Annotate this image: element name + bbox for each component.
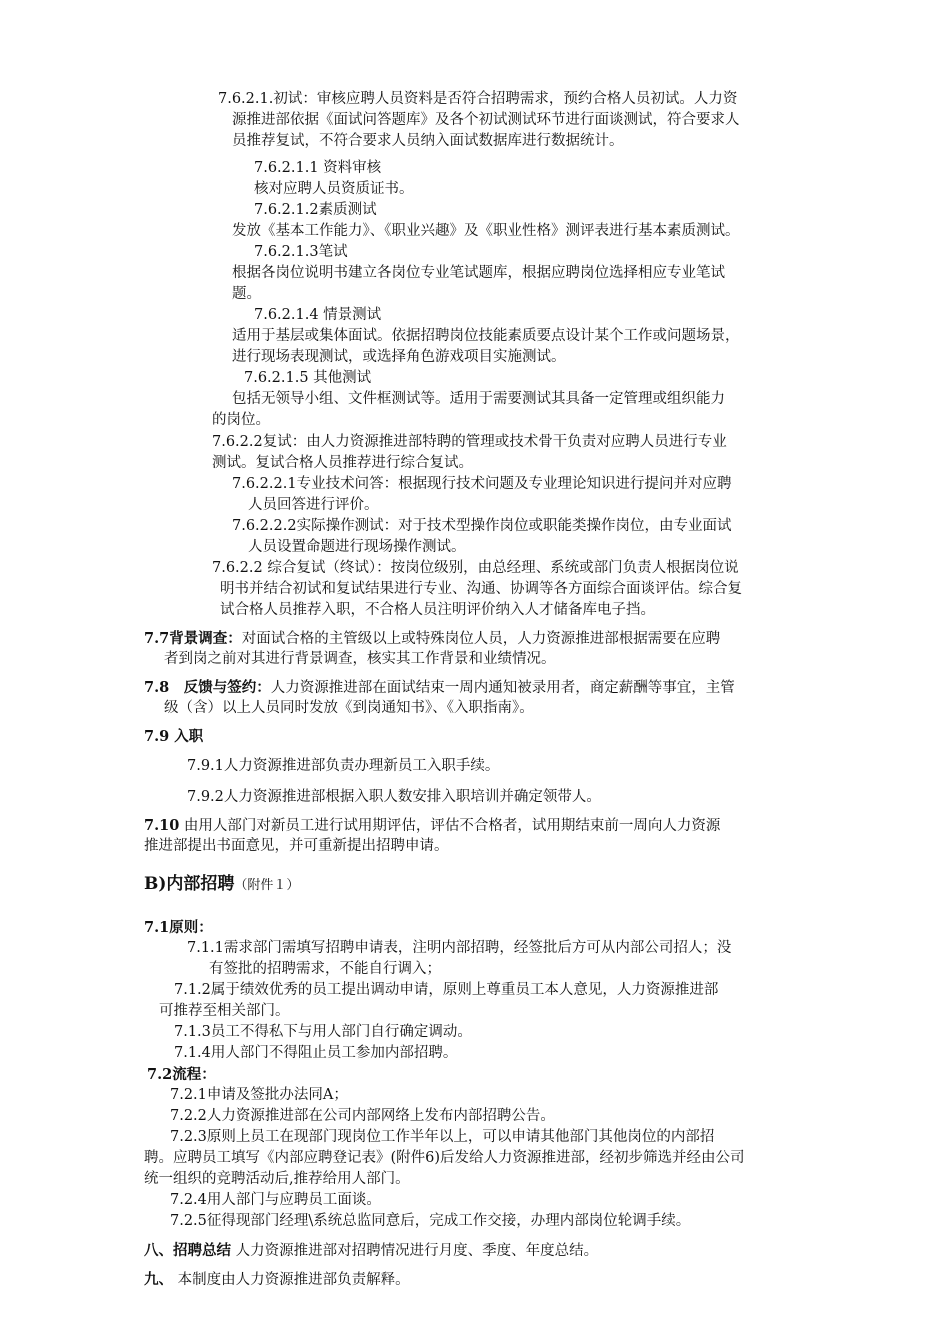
text-line: 推进部提出书面意见，并可重新提出招聘申请。 [144, 838, 449, 854]
appendix-note: （附件１） [234, 878, 300, 893]
text-line: 人力资源推进部对招聘情况进行月度、季度、年度总结。 [231, 1243, 599, 1259]
text-line: 发放《基本工作能力》、《职业兴趣》及《职业性格》测评表进行基本素质测试。 [232, 223, 740, 239]
text-line: 本制度由人力资源推进部负责解释。 [173, 1272, 410, 1288]
paragraph-heading: 7.7背景调查： [144, 630, 242, 647]
text-line: 级（含）以上人员同时发放《到岗通知书》、《入职指南》。 [164, 700, 534, 716]
text-line: 源推进部依据《面试问答题库》及各个初试测试环节进行面谈测试，符合要求人 [232, 112, 740, 128]
text-line: 有签批的招聘需求，不能自行调入； [209, 961, 441, 977]
text-line: 测试。复试合格人员推荐进行综合复试。 [212, 455, 473, 471]
text-line: 者到岗之前对其进行背景调查，核实其工作背景和业绩情况。 [164, 651, 556, 667]
text-line: 7.2.2人力资源推进部在公司内部网络上发布内部招聘公告。 [170, 1108, 555, 1124]
paragraph-7-7 [144, 628, 720, 650]
text-line: 的岗位。 [212, 412, 270, 428]
section-heading: 7.6.2.1.2素质测试 [254, 202, 377, 218]
text-line: 7.6.2.1.初试：审核应聘人员资料是否符合招聘需求，预约合格人员初试。人力资 [218, 91, 738, 107]
section-heading: 7.6.2.1.1 资料审核 [254, 160, 382, 176]
paragraph-7-8 [144, 677, 735, 699]
text-line: 包括无领导小组、文件框测试等。适用于需要测试其具备一定管理或组织能力 [232, 391, 725, 407]
section-9-interpretation [144, 1269, 410, 1291]
text-line: 明书并结合初试和复试结果进行专业、沟通、协调等各方面综合面谈评估。综合复 [220, 581, 742, 597]
text-line: 题。 [232, 286, 261, 302]
text-line: 7.1.4用人部门不得阻止员工参加内部招聘。 [174, 1045, 458, 1061]
section-title: B)内部招聘 [144, 874, 235, 894]
text-line: 进行现场表现测试，或选择角色游戏项目实施测试。 [232, 349, 566, 365]
text-line: 人力资源推进部在面试结束一周内通知被录用者，商定薪酬等事宜，主管 [270, 680, 735, 696]
text-line: 员推荐复试，不符合要求人员纳入面试数据库进行数据统计。 [232, 133, 624, 149]
text-line: 7.1.2属于绩效优秀的员工提出调动申请，原则上尊重员工本人意见，人力资源推进部 [174, 982, 719, 998]
text-line: 7.1.3员工不得私下与用人部门自行确定调动。 [174, 1024, 472, 1040]
section-heading: 7.6.2.1.5 其他测试 [244, 370, 372, 386]
section-heading: 八、招聘总结 [144, 1242, 231, 1259]
section-heading: 7.1原则： [144, 919, 213, 936]
section-heading: 7.2流程： [147, 1066, 216, 1083]
paragraph-7-10 [144, 815, 720, 837]
text-line: 由用人部门对新员工进行试用期评估，评估不合格者，试用期结束前一周向人力资源 [179, 818, 721, 834]
section-heading: 九、 [144, 1271, 173, 1288]
section-heading: 7.6.2.1.4 情景测试 [254, 307, 382, 323]
text-line: 7.6.2.2.2实际操作测试：对于技术型操作岗位或职能类操作岗位，由专业面试 [232, 518, 732, 534]
text-line: 试合格人员推荐入职，不合格人员注明评价纳入人才储备库电子挡。 [220, 602, 655, 618]
section-heading: 7.6.2.1.3笔试 [254, 244, 348, 260]
text-line: 聘。应聘员工填写《内部应聘登记表》(附件6)后发给人力资源推进部，经初步筛选并经由公司 [144, 1150, 745, 1166]
section-8-summary [144, 1240, 598, 1262]
text-line: 7.2.4用人部门与应聘员工面谈。 [170, 1192, 381, 1208]
text-line: 对面试合格的主管级以上或特殊岗位人员，人力资源推进部根据需要在应聘 [241, 631, 721, 647]
text-line: 适用于基层或集体面试。依据招聘岗位技能素质要点设计某个工作或问题场景， [232, 328, 740, 344]
text-line: 可推荐至相关部门。 [159, 1003, 290, 1019]
text-line: 7.6.2.2 综合复试（终试）：按岗位级别，由总经理、系统或部门负责人根据岗位说 [212, 560, 739, 576]
section-title-internal-recruitment [144, 874, 299, 896]
paragraph-heading: 7.10 [144, 817, 180, 834]
text-line: 7.6.2.2.1专业技术问答：根据现行技术问题及专业理论知识进行提问并对应聘 [232, 476, 732, 492]
section-heading: 7.9 入职 [144, 728, 204, 745]
text-line: 统一组织的竞聘活动后,推荐给用人部门。 [144, 1171, 410, 1187]
text-line: 人员设置命题进行现场操作测试。 [248, 539, 466, 555]
text-line: 7.2.5征得现部门经理\系统总监同意后，完成工作交接，办理内部岗位轮调手续。 [170, 1213, 691, 1229]
text-line: 根据各岗位说明书建立各岗位专业笔试题库，根据应聘岗位选择相应专业笔试 [232, 265, 725, 281]
text-line: 核对应聘人员资质证书。 [254, 181, 414, 197]
text-line: 人员回答进行评价。 [248, 497, 379, 513]
text-line: 7.9.1人力资源推进部负责办理新员工入职手续。 [187, 758, 500, 774]
text-line: 7.9.2人力资源推进部根据入职人数安排入职培训并确定领带人。 [187, 789, 601, 805]
text-line: 7.2.3原则上员工在现部门现岗位工作半年以上，可以申请其他部门其他岗位的内部招 [170, 1129, 715, 1145]
text-line: 7.1.1需求部门需填写招聘申请表，注明内部招聘，经签批后方可从内部公司招人；没 [187, 940, 732, 956]
text-line: 7.2.1申请及签批办法同A； [170, 1087, 348, 1103]
paragraph-heading: 7.8 反馈与签约： [144, 679, 271, 696]
text-line: 7.6.2.2复试：由人力资源推进部特聘的管理或技术骨干负责对应聘人员进行专业 [212, 434, 727, 450]
